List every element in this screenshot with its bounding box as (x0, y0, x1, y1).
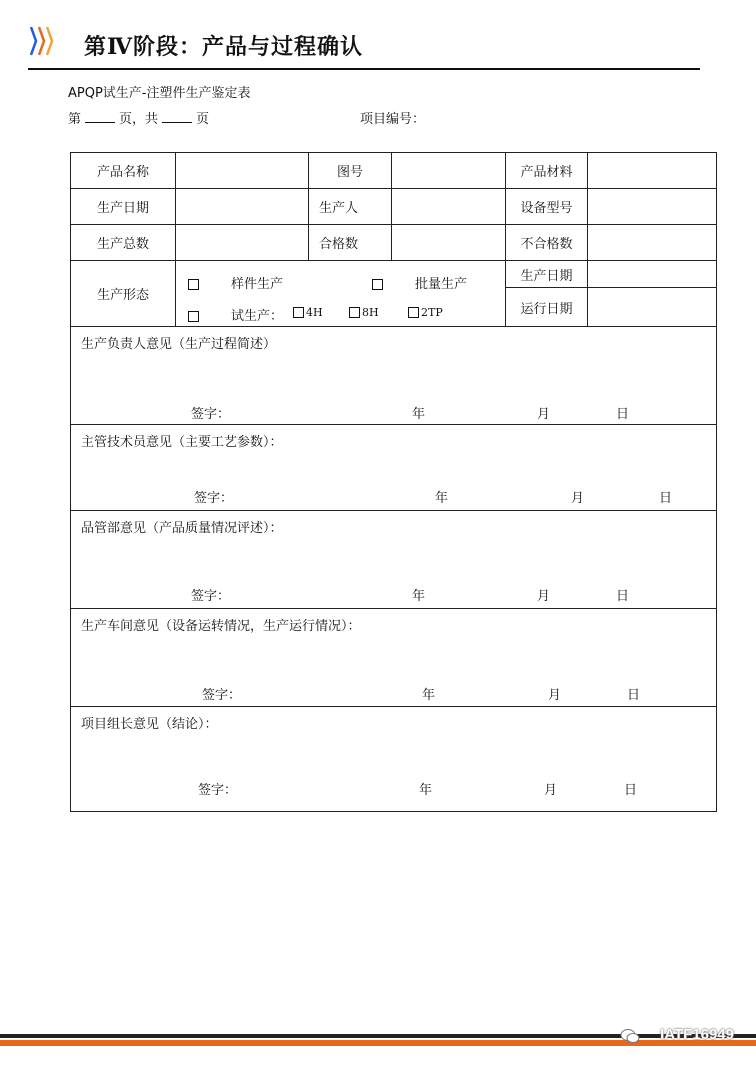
sign-label: 签字： (191, 589, 231, 604)
checkbox[interactable] (372, 279, 383, 290)
opinion-workshop[interactable] (71, 609, 717, 707)
wechat-icon (620, 1028, 640, 1044)
table-row (71, 153, 717, 189)
table-row (71, 225, 717, 261)
drawing-no-field[interactable] (392, 153, 506, 189)
sign-label: 签字： (202, 688, 242, 703)
producer-label: 生产人 (309, 189, 392, 225)
opinion-technician[interactable] (71, 425, 717, 511)
page-mid: 页，共 (119, 112, 159, 127)
form-title: APQP试生产-注塑件生产鉴定表 (68, 86, 251, 101)
month-label: 月 (548, 688, 562, 703)
logo-chevron-icon (30, 26, 38, 56)
month-label: 月 (537, 407, 551, 422)
equipment-model-label: 设备型号 (506, 189, 588, 225)
material-label: 产品材料 (506, 153, 588, 189)
option-8h[interactable]: 8H (349, 305, 379, 320)
option-trial[interactable]: 试生产： (188, 305, 283, 324)
year-label: 年 (435, 491, 449, 506)
prod-date-label: 生产日期 (71, 189, 176, 225)
option-sample[interactable]: 样件生产 (188, 273, 283, 292)
footer-watermark: IATF16949 (660, 1026, 734, 1043)
page-suffix: 页 (196, 112, 210, 127)
option-batch[interactable]: 批量生产 (372, 273, 467, 292)
footer-bar-dark (0, 1034, 756, 1038)
checkbox[interactable] (188, 279, 199, 290)
page-prefix: 第 (68, 112, 82, 127)
drawing-no-label: 图号 (309, 153, 392, 189)
sign-label: 签字： (194, 491, 234, 506)
opinion-title: 品管部意见（产品质量情况评述）： (81, 521, 283, 536)
total-qty-label: 生产总数 (71, 225, 176, 261)
year-label: 年 (422, 688, 436, 703)
product-name-label: 产品名称 (71, 153, 176, 189)
year-label: 年 (419, 783, 433, 798)
opinion-title: 主管技术员意见（主要工艺参数）： (81, 435, 283, 450)
page-counter (68, 108, 209, 127)
prod-form-options (176, 261, 506, 327)
opinion-row (71, 511, 717, 609)
opinion-title: 生产车间意见（设备运转情况，生产运行情况）： (81, 619, 361, 634)
pass-qty-field[interactable] (392, 225, 506, 261)
month-label: 月 (571, 491, 585, 506)
fail-qty-label: 不合格数 (506, 225, 588, 261)
appraisal-table (70, 152, 717, 812)
page-total-blank[interactable] (162, 110, 192, 123)
logo-chevron-icon (38, 26, 46, 56)
day-label: 日 (624, 783, 638, 798)
day-label: 日 (659, 491, 673, 506)
pass-qty-label: 合格数 (309, 225, 392, 261)
table-row (71, 261, 717, 288)
option-4h[interactable]: 4H (293, 305, 323, 320)
equipment-model-field[interactable] (588, 189, 717, 225)
product-name-field[interactable] (176, 153, 309, 189)
run-date-label: 运行日期 (506, 288, 588, 327)
material-field[interactable] (588, 153, 717, 189)
year-label: 年 (412, 589, 426, 604)
month-label: 月 (544, 783, 558, 798)
year-label: 年 (412, 407, 426, 422)
checkbox[interactable] (408, 307, 419, 318)
fail-qty-field[interactable] (588, 225, 717, 261)
day-label: 日 (616, 589, 630, 604)
opinion-row (71, 609, 717, 707)
opinion-row (71, 707, 717, 812)
opinion-row (71, 327, 717, 425)
page-number-blank[interactable] (85, 110, 115, 123)
checkbox[interactable] (349, 307, 360, 318)
logo-chevron-icon (46, 26, 54, 56)
sign-label: 签字： (191, 407, 231, 422)
month-label: 月 (537, 589, 551, 604)
total-qty-field[interactable] (176, 225, 309, 261)
prod-date2-field[interactable] (588, 261, 717, 288)
prod-date-field[interactable] (176, 189, 309, 225)
opinion-title: 生产负责人意见（生产过程简述） (81, 337, 277, 352)
project-no-label: 项目编号： (360, 112, 426, 127)
opinion-production-lead[interactable] (71, 327, 717, 425)
title-divider (28, 68, 700, 70)
producer-field[interactable] (392, 189, 506, 225)
day-label: 日 (627, 688, 641, 703)
opinion-quality-dept[interactable] (71, 511, 717, 609)
checkbox[interactable] (188, 311, 199, 322)
run-date-field[interactable] (588, 288, 717, 327)
page-title: 第Ⅳ阶段：产品与过程确认 (84, 34, 363, 60)
day-label: 日 (616, 407, 630, 422)
table-row (71, 189, 717, 225)
opinion-row (71, 425, 717, 511)
opinion-project-lead[interactable] (71, 707, 717, 812)
checkbox[interactable] (293, 307, 304, 318)
sign-label: 签字： (198, 783, 238, 798)
prod-date2-label: 生产日期 (506, 261, 588, 288)
prod-form-label: 生产形态 (71, 261, 176, 327)
footer-bar-orange (0, 1040, 756, 1046)
opinion-title: 项目组长意见（结论）： (81, 717, 218, 732)
option-2tp[interactable]: 2TP (408, 305, 443, 320)
